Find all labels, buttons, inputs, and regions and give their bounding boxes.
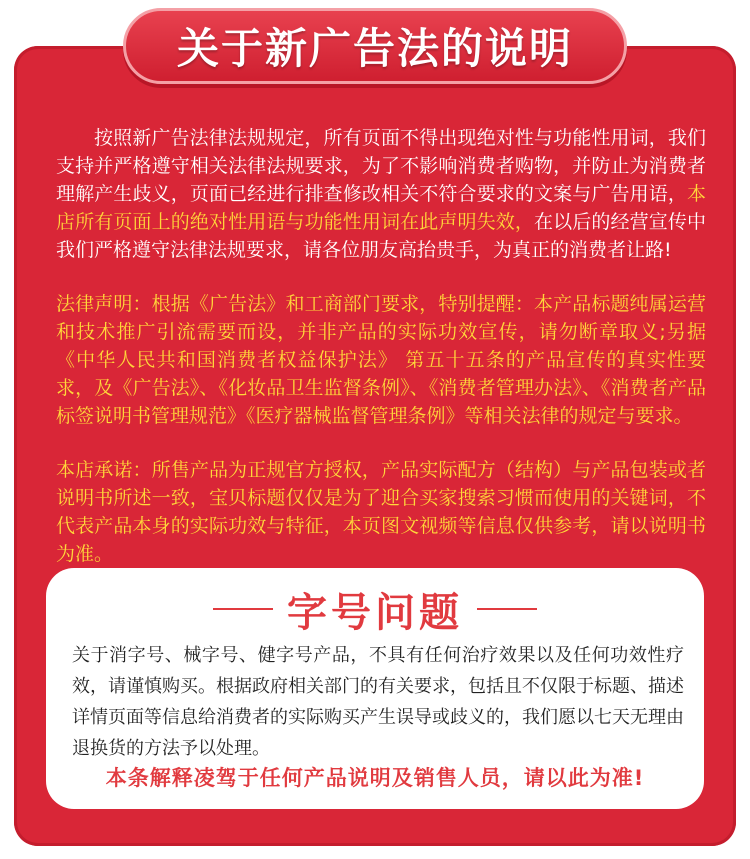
title-banner xyxy=(123,8,627,84)
divider-left xyxy=(213,608,273,610)
page-title: 关于新广告法的说明 xyxy=(176,24,573,73)
statement-text-a: 按照新广告法律法规规定，所有页面不得出现绝对性与功能性用词，我们支持并严格遵守相关法律法规要求，为了不影响消费者购物，并防止为消费者理解产生歧义，页面已经进行排查修改相关不符合要求的文案与广告用语， xyxy=(56,127,706,205)
statement-text-b: 在以后的经营宣传中我们严格遵守法律法规要求，请各位朋友高抬贵手，为真正的消费者让路! xyxy=(56,211,706,261)
store-promise xyxy=(56,456,706,568)
notice-footer: 本条解释凌驾于任何产品说明及销售人员，请以此为准! xyxy=(105,766,645,790)
divider-right xyxy=(477,608,537,610)
statement-highlight: 本店所有页面上的绝对性用语与功能性用词在此声明失效， xyxy=(56,183,706,233)
notice-body: 关于消字号、械字号、健字号产品，不具有任何治疗效果以及任何功效性疗效，请谨慎购买。根据政府相关部门的有关要求，包括且不仅限于标题、描述详情页面等信息给消费者的实际购买产生误导或歧义的，我们愿以七天无理由退换货的方法予以处理。 xyxy=(72,645,684,759)
statement-paragraph xyxy=(56,124,706,264)
legal-declaration: 法律声明：根据《广告法》和工商部门要求，特别提醒：本产品标题纯属运营和技术推广引流需要而设，并非产品的实际功效宣传，请勿断章取义;另据《中华人民共和国消费者权益保护法》 第五十五条的产品宣传的真实性要求，及《广告法》、《化妆品卫生监督条例》、《消费者管理办法》、《消费者产品标签说明书管理规范》《医疗器械监督管理条例》等相关法律的规定与要求。 xyxy=(56,293,706,427)
notice-header xyxy=(46,584,704,634)
license-notice-card xyxy=(46,568,704,809)
store-promise-label: 本店承诺： xyxy=(56,459,152,481)
notice-title: 字号问题 xyxy=(287,589,463,636)
store-promise-text: 所售产品为正规官方授权，产品实际配方（结构）与产品包装或者说明书所述一致，宝贝标题仅仅是为了迎合买家搜索习惯而使用的关键词，不代表产品本身的实际功效与特征，本页图文视频等信息仅供参考，请以说明书为准。 xyxy=(56,459,706,565)
